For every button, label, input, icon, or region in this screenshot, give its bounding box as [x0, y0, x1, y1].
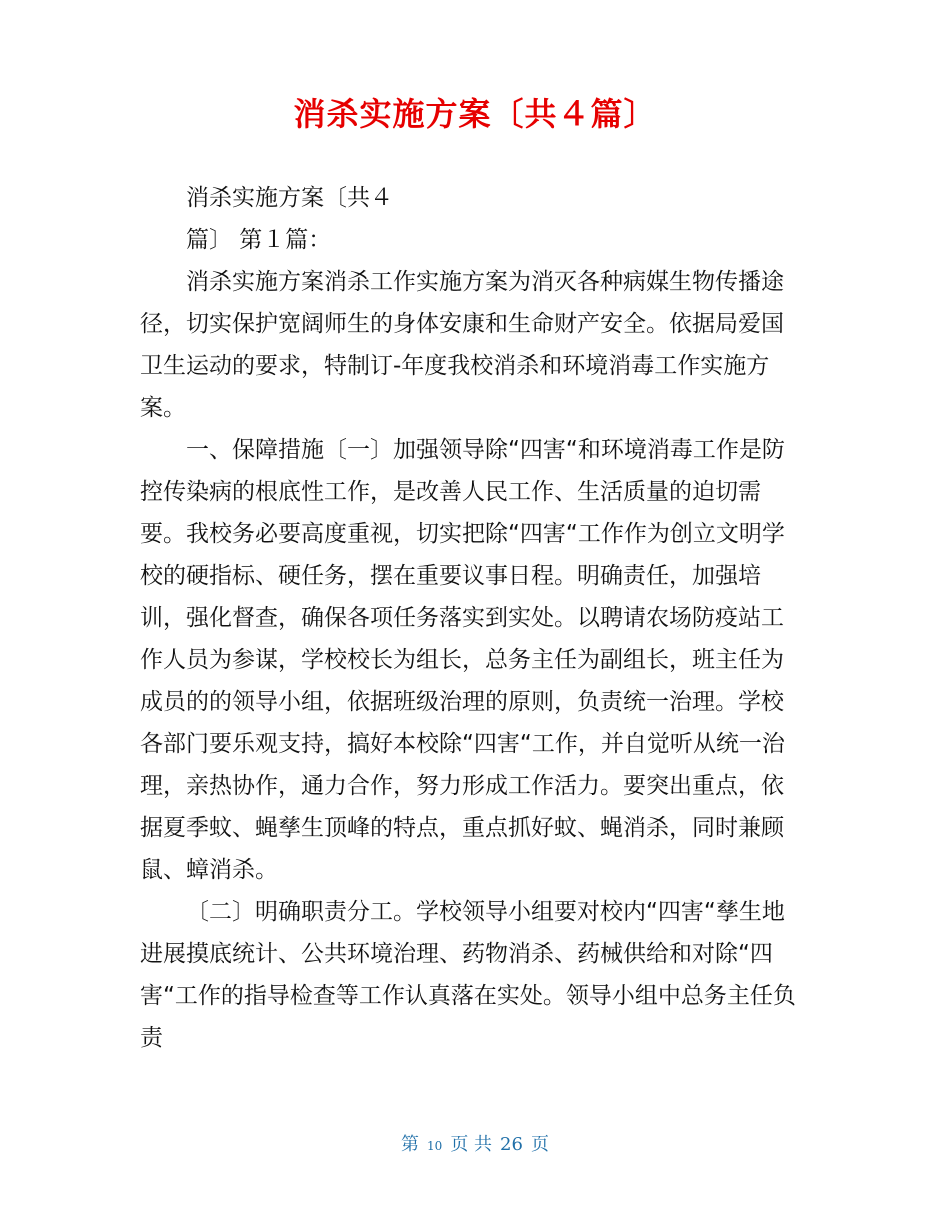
body-line: 据夏季蚊、蝇孳生顶峰的特点，重点抓好蚊、蝇消杀，同时兼顾 [140, 815, 784, 841]
body-line: 责 [140, 1025, 163, 1051]
body-line: 理，亲热协作，通力合作，努力形成工作活力。要突出重点，依 [140, 773, 784, 799]
document-title: 消杀实施方案〔共４篇〕 [293, 95, 657, 133]
body-line: 要。我校务必要高度重视，切实把除“四害“工作作为创立文明学 [140, 521, 785, 547]
body-line: 案。 [140, 395, 186, 421]
body-line: 各部门要乐观支持，搞好本校除“四害“工作，并自觉听从统一治 [140, 731, 785, 757]
body-line: 消杀实施方案消杀工作实施方案为消灭各种病媒生物传播途 [186, 269, 784, 295]
document-body [140, 177, 815, 1059]
footer-suffix: 页 [530, 1134, 549, 1155]
total-pages-number: 26 [500, 1134, 523, 1155]
body-line: 卫生运动的要求，特制订-年度我校消杀和环境消毒工作实施方 [140, 353, 770, 379]
current-page-number: 10 [427, 1139, 443, 1153]
footer-prefix: 第 [401, 1134, 420, 1155]
page-footer [0, 1130, 950, 1161]
body-line: 作人员为参谋，学校校长为组长，总务主任为副组长，班主任为 [140, 647, 784, 673]
body-line: 径，切实保护宽阔师生的身体安康和生命财产安全。依据局爱国 [140, 311, 784, 337]
body-line: 成员的的领导小组，依据班级治理的原则，负责统一治理。学校 [140, 689, 784, 715]
body-line: 控传染病的根底性工作，是改善人民工作、生活质量的迫切需 [140, 479, 761, 505]
body-line: 〔二〕明确职责分工。学校领导小组要对校内“四害“孳生地 [186, 899, 785, 925]
footer-middle: 页 共 [450, 1134, 493, 1155]
body-line: 进展摸底统计、公共环境治理、药物消杀、药械供给和对除“四 [140, 941, 773, 967]
body-line: 害“工作的指导检查等工作认真落在实处。领导小组中总务主任负 [140, 983, 796, 1009]
body-line: 训，强化督查，确保各项任务落实到实处。以聘请农场防疫站工 [140, 605, 784, 631]
body-line: 篇〕 第１篇： [186, 227, 332, 253]
body-line: 一、保障措施〔一〕加强领导除“四害“和环境消毒工作是防 [186, 437, 785, 463]
body-line: 校的硬指标、硬任务，摆在重要议事日程。明确责任，加强培 [140, 563, 761, 589]
body-line: 鼠、蟑消杀。 [140, 857, 278, 883]
body-line: 消杀实施方案〔共４ [186, 185, 393, 211]
